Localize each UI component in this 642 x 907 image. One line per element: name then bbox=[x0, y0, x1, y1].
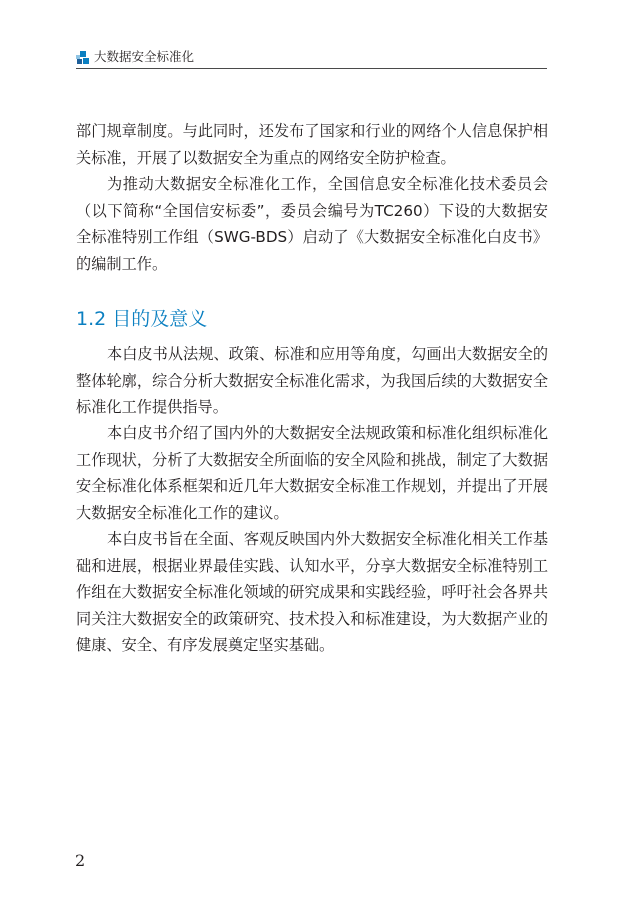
running-header bbox=[76, 47, 547, 69]
paragraph-continued: 部门规章制度。与此同时，还发布了国家和行业的网络个人信息保护相关标准，开展了以数据安全为重点的网络安全防护检查。 bbox=[76, 122, 548, 167]
header-divider bbox=[76, 68, 547, 69]
header-title: 大数据安全标准化 bbox=[94, 49, 195, 64]
section-heading: 1.2 目的及意义 bbox=[76, 308, 208, 330]
paragraph-purpose: 本白皮书从法规、政策、标准和应用等角度，勾画出大数据安全的整体轮廓，综合分析大数据安全标准化需求，为我国后续的大数据安全标准化工作提供指导。 bbox=[76, 345, 548, 416]
paragraph-significance: 本白皮书旨在全面、客观反映国内外大数据安全标准化相关工作基础和进展，根据业界最佳实践、认知水平，分享大数据安全标准特别工作组在大数据安全标准化领域的研究成果和实践经验，呼吁社会各界共同关注大数据安全的政策研究、技术投入和标准建设，为大数据产业的健康、安全、有序发展奠定坚实基础。 bbox=[76, 530, 548, 654]
book-logo-icon bbox=[76, 51, 90, 65]
paragraph-project-intro: 为推动大数据安全标准化工作，全国信息安全标准化技术委员会（以下简称“全国信安标委”，委员会编号为TC260）下设的大数据安全标准特别工作组（SWG-BDS）启动了《大数据安全标准化白皮书》的编制工作。 bbox=[76, 175, 548, 273]
page-number: 2 bbox=[75, 851, 86, 870]
paragraph-contents: 本白皮书介绍了国内外的大数据安全法规政策和标准化组织标准化工作现状，分析了大数据安全所面临的安全风险和挑战，制定了大数据安全标准化体系框架和近几年大数据安全标准工作规划，并提出了开展大数据安全标准化工作的建议。 bbox=[76, 424, 548, 522]
